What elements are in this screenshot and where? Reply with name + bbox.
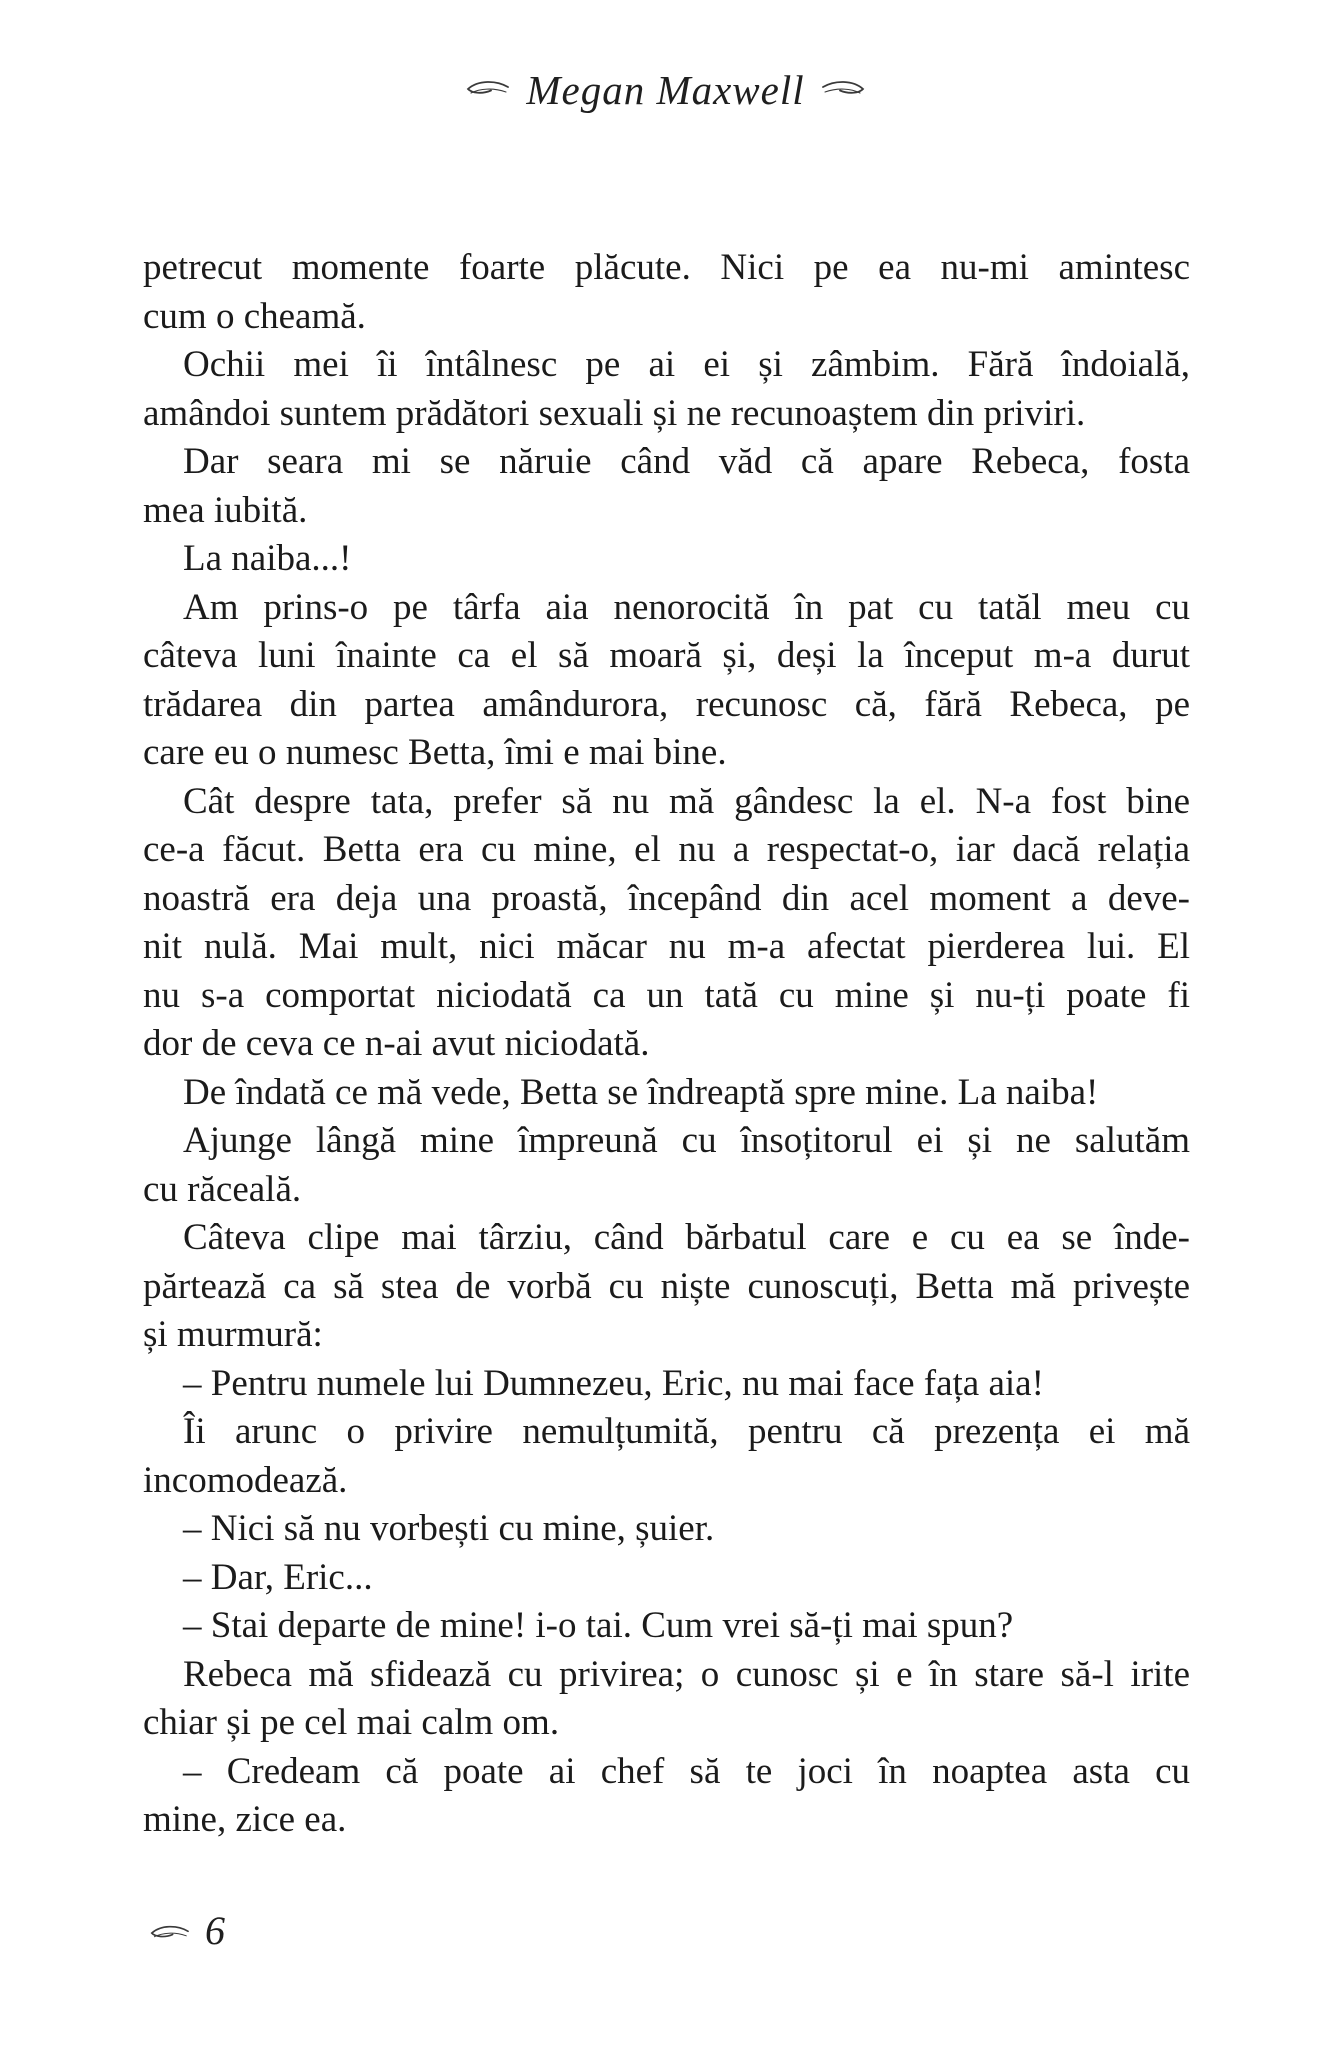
text-line: cu răceală. <box>143 1168 302 1210</box>
text-line: ce-a făcut. Betta era cu mine, el nu a respectat-o, iar dacă relația <box>143 829 1190 870</box>
footer-flourish-icon <box>148 1924 190 1944</box>
text-line: – Dar, Eric... <box>183 1556 373 1598</box>
header-flourish-right-icon <box>821 79 867 101</box>
author-name: Megan Maxwell <box>526 67 805 113</box>
text-line: cum o cheamă. <box>143 295 366 337</box>
text-line: dor de ceva ce n-ai avut niciodată. <box>143 1023 650 1064</box>
running-header <box>0 66 1331 114</box>
text-line: Am prins-o pe târfa aia nenorocită în pat cu tatăl meu cu <box>183 586 1190 628</box>
page-number: 6 <box>205 1908 225 1953</box>
text-line: Îi arunc o privire nemulțumită, pentru că prezența ei mă <box>183 1411 1190 1452</box>
text-line: incomodează. <box>143 1459 348 1501</box>
text-line: trădarea din partea amândurora, recunosc că, fără Rebeca, pe <box>143 683 1190 725</box>
text-line: Dar seara mi se năruie când văd că apare Rebeca, fosta <box>183 441 1190 482</box>
header-flourish-left-icon <box>464 79 510 101</box>
text-line: – Credeam că poate ai chef să te joci în noaptea asta cu <box>183 1750 1190 1792</box>
text-line: părtează ca să stea de vorbă cu niște cunoscuți, Betta mă privește <box>143 1265 1190 1307</box>
text-line: Ochii mei îi întâlnesc pe ai ei și zâmbim. Fără îndoială, <box>183 344 1190 385</box>
text-line: – Pentru numele lui Dumnezeu, Eric, nu mai face fața aia! <box>183 1362 1044 1404</box>
text-line: Cât despre tata, prefer să nu mă gândesc la el. N-a fost bine <box>183 780 1190 822</box>
text-line: chiar și pe cel mai calm om. <box>143 1702 560 1743</box>
text-line: nit nulă. Mai mult, nici măcar nu m-a afectat pierderea lui. El <box>143 926 1190 967</box>
text-line: câteva luni înainte ca el să moară și, deși la început m-a durut <box>143 635 1190 676</box>
text-line: – Nici să nu vorbești cu mine, șuier. <box>183 1508 715 1549</box>
text-line: – Stai departe de mine! i-o tai. Cum vrei să-ți mai spun? <box>183 1605 1014 1646</box>
page-footer <box>148 1908 225 1954</box>
text-line: mea iubită. <box>143 489 308 531</box>
text-line: nu s-a comportat niciodată ca un tată cu mine și nu-ți poate fi <box>143 974 1190 1016</box>
text-line: și murmură: <box>143 1314 323 1355</box>
text-line: Ajunge lângă mine împreună cu însoțitorul ei și ne salutăm <box>183 1120 1190 1161</box>
page-body <box>143 244 1190 1845</box>
text-line: La naiba...! <box>183 538 352 579</box>
text-line: Rebeca mă sfidează cu privirea; o cunosc și e în stare să-l irite <box>183 1653 1190 1695</box>
text-line: care eu o numesc Betta, îmi e mai bine. <box>143 732 727 773</box>
text-line: petrecut momente foarte plăcute. Nici pe ea nu-mi amintesc <box>143 247 1190 288</box>
text-line: noastră era deja una proastă, începând din acel moment a deve- <box>143 877 1190 919</box>
text-line: Câteva clipe mai târziu, când bărbatul care e cu ea se înde- <box>183 1217 1190 1258</box>
text-line: De îndată ce mă vede, Betta se îndreaptă spre mine. La naiba! <box>183 1071 1099 1113</box>
text-line: mine, zice ea. <box>143 1799 347 1840</box>
text-line: amândoi suntem prădători sexuali și ne recunoaștem din priviri. <box>143 392 1086 434</box>
